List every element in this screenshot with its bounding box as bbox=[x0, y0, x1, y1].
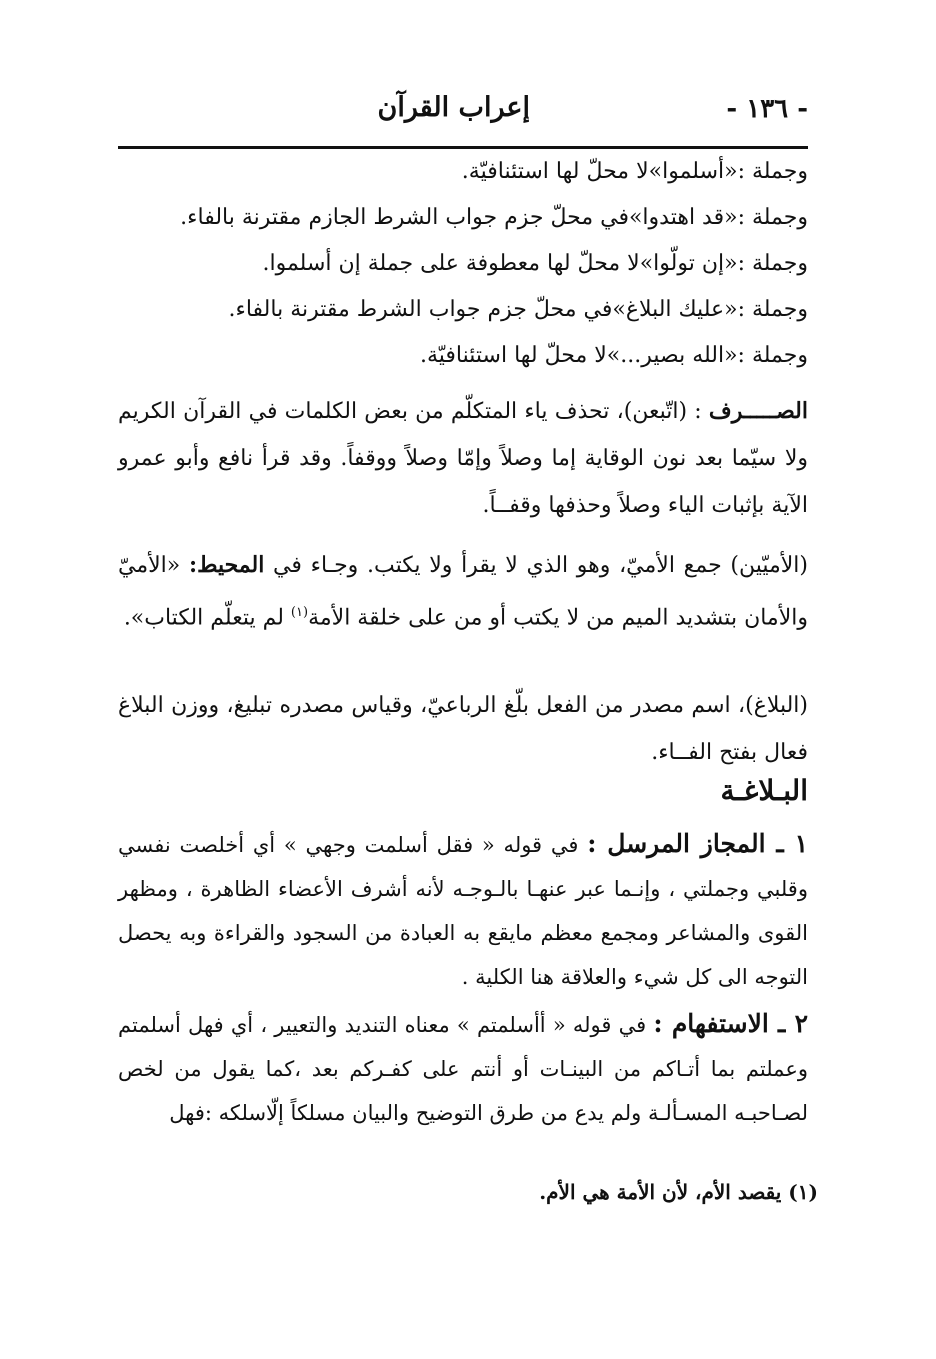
sentence-line-2: وجملة :«قد اهتدوا»في محلّ جزم جواب الشرط الجازم مقترنة بالفاء. bbox=[180, 205, 808, 230]
rhetoric-item-1-text: في قوله « فقل أسلمت وجهي » أي أخلصت نفسي وقلبي وجملتي ، وإنـما عبر عنهـا بالـوجـه لأنه أشرف الأعضاء الظاهرة ، ومظهر القوى والمشاعر ومجمع معظم مايقع به العبادة من السجود والقراءة وبه يحصل التوجه الى كل شيء والعلاقة هنا الكلية . bbox=[118, 833, 808, 989]
balagh-text: (البلاغ)، اسم مصدر من الفعل بلّغ الرباعيّ، وقياس مصدره تبليغ، ووزن البلاغ فعال بفتح الفــاء. bbox=[118, 693, 808, 765]
rhetoric-item-2-lead: ٢ ـ الاستفهام : bbox=[653, 1009, 809, 1038]
sarf-heading: الصـــــرف bbox=[708, 398, 808, 424]
header-rule bbox=[118, 146, 808, 149]
ummiyyin-quote: «الأميّ والأمان بتشديد الميم من لا يكتب أو من على خلقة الأمة bbox=[118, 553, 808, 631]
footnote: (١) يقصد الأم، لأن الأمة هي الأم. bbox=[539, 1180, 818, 1204]
footnote-reference: (١) bbox=[290, 605, 309, 620]
sentence-line-5: وجملة :«الله بصير...»لا محلّ لها استئنافيّة. bbox=[419, 343, 808, 368]
balagh-paragraph bbox=[118, 682, 808, 776]
running-title: إعراب القرآن bbox=[377, 92, 530, 123]
rhetoric-item-2-text: في قوله « أأسلمتم » معناه التنديد والتعيير ، أي فهل أسلمتم وعملتم بما أتـاكم من البينـات أو أنتم على كفـركم بعد ،كما يقول من لخص لصـاحبـه المسـألـة ولم يدع من طرق التوضيح والبيان مسلكاً إلّاسلكه :فهل bbox=[118, 1013, 808, 1125]
ummiyyin-text-before: (الأميّين) جمع الأميّ، وهو الذي لا يقرأ ولا يكتب. وجـاء في bbox=[273, 553, 808, 578]
sentence-line-1: وجملة :«أسلموا»لا محلّ لها استئنافيّة. bbox=[461, 159, 808, 184]
rhetoric-item-1-lead: ١ ـ المجاز المرسل : bbox=[587, 829, 809, 858]
ummiyyin-paragraph bbox=[118, 542, 808, 641]
page-number: - ١٣٦ - bbox=[726, 94, 808, 124]
ummiyyin-text-after: لم يتعلّم الكتاب». bbox=[123, 605, 284, 631]
sentence-line-3: وجملة :«إن تولّوا»لا محلّ لها معطوفة على جملة إن أسلموا. bbox=[262, 251, 808, 276]
page-header bbox=[118, 92, 808, 136]
rhetoric-item-1 bbox=[118, 822, 808, 999]
sarf-text: : (اتّبعن)، تحذف ياء المتكلّم من بعض الكلمات في القرآن الكريم ولا سيّما بعد نون الوقاية إما وصلاً وإمّا وصلاً ووقفاً. وقد قرأ نافع وأبو عمرو الآية بإثبات الياء وصلاً وحذفها وقفــاً. bbox=[118, 399, 808, 518]
sarf-paragraph bbox=[118, 388, 808, 529]
muhit-label: المحيط: bbox=[188, 552, 265, 578]
sentence-line-4: وجملة :«عليك البلاغ»في محلّ جزم جواب الشرط مقترنة بالفاء. bbox=[228, 297, 808, 322]
rhetoric-item-2 bbox=[118, 1002, 808, 1135]
section-heading: البـلاغـة bbox=[720, 774, 808, 807]
